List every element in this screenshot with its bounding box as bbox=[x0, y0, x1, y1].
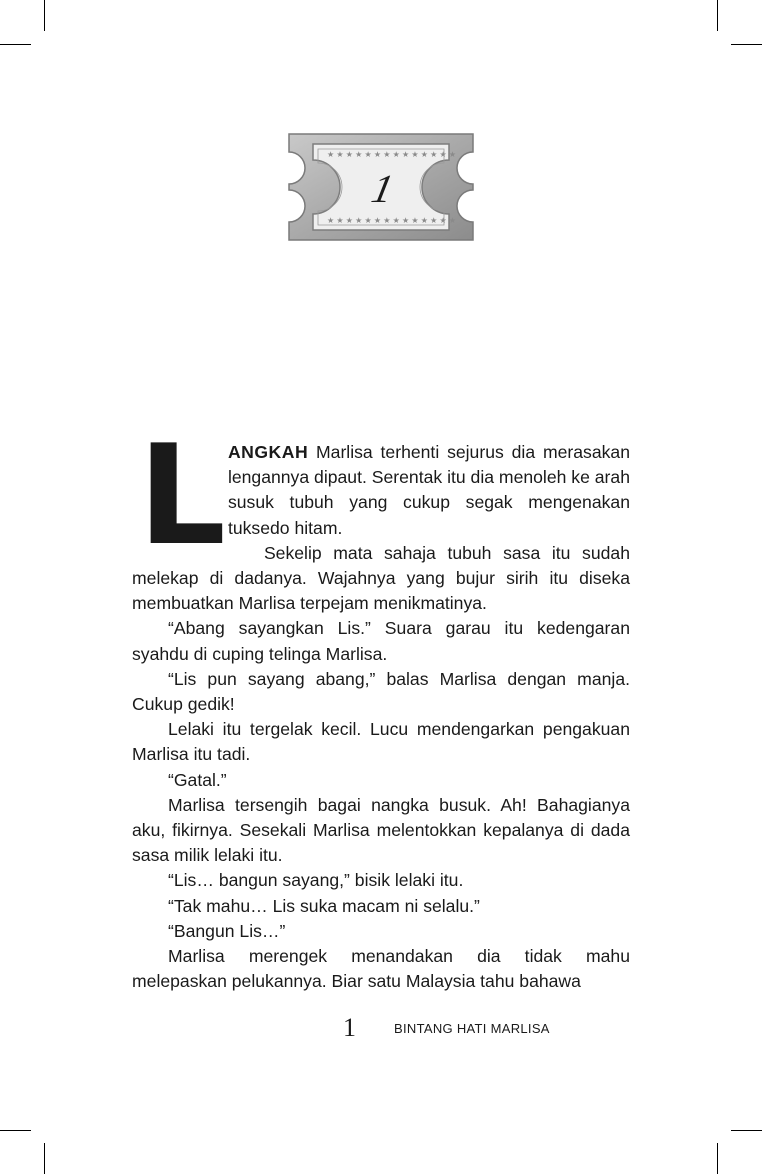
paragraph: Sekelip mata sahaja tubuh sasa itu sudah melekap di dadanya. Wajahnya yang bujur sirih itu diseka membuatkan Marlisa terpejam menikmatinya. bbox=[132, 542, 630, 614]
crop-mark-bottom-left-v bbox=[44, 1143, 45, 1174]
crop-mark-top-right-v bbox=[717, 0, 718, 31]
paragraph: Marlisa merengek menandakan dia tidak mahu melepaskan pelukannya. Biar satu Malaysia tahu bahawa bbox=[132, 946, 630, 992]
crop-mark-top-left-v bbox=[44, 0, 45, 31]
crop-mark-bottom-left-h bbox=[0, 1130, 31, 1131]
crop-mark-bottom-right-v bbox=[717, 1143, 718, 1174]
star-row-bottom: ★★★★★★★★★★★★★★ bbox=[327, 216, 459, 225]
paragraph: “Abang sayangkan Lis.” Suara garau itu kedengaran syahdu di cuping telinga Marlisa. bbox=[132, 618, 630, 664]
running-footer-title: BINTANG HATI MARLISA bbox=[394, 1021, 550, 1036]
chapter-number: 1 bbox=[367, 166, 398, 211]
page-number: 1 bbox=[343, 1013, 356, 1042]
crop-mark-top-right-h bbox=[731, 44, 762, 45]
story-text bbox=[132, 415, 630, 994]
lead-rest: Marlisa terhenti sejurus dia merasakan lengannya dipaut. Serentak itu dia menoleh ke arah susuk tubuh yang cukup segak mengenakan tuksedo hitam. bbox=[227, 442, 630, 538]
paragraph: “Bangun Lis…” bbox=[168, 920, 286, 941]
paragraph: Marlisa tersengih bagai nangka busuk. Ah! Bahagianya aku, fikirnya. Sesekali Marlisa melentokkan kepalanya di dada sasa milik lelaki itu. bbox=[132, 794, 630, 866]
crop-mark-top-left-h bbox=[0, 44, 31, 45]
chapter-ticket-icon bbox=[283, 130, 479, 244]
star-row-top: ★★★★★★★★★★★★★★ bbox=[327, 150, 459, 159]
paragraph: “Tak mahu… Lis suka macam ni selalu.” bbox=[168, 895, 480, 916]
paragraph: “Gatal.” bbox=[168, 769, 227, 790]
paragraph: “Lis pun sayang abang,” balas Marlisa dengan manja. Cukup gedik! bbox=[132, 668, 630, 715]
paragraph: “Lis… bangun sayang,” bisik lelaki itu. bbox=[168, 870, 464, 891]
crop-mark-bottom-right-h bbox=[731, 1130, 762, 1131]
lead-word: ANGKAH bbox=[227, 442, 309, 462]
drop-cap: L bbox=[138, 415, 224, 576]
paragraph: Lelaki itu tergelak kecil. Lucu mendengarkan pengakuan Marlisa itu tadi. bbox=[132, 719, 630, 765]
